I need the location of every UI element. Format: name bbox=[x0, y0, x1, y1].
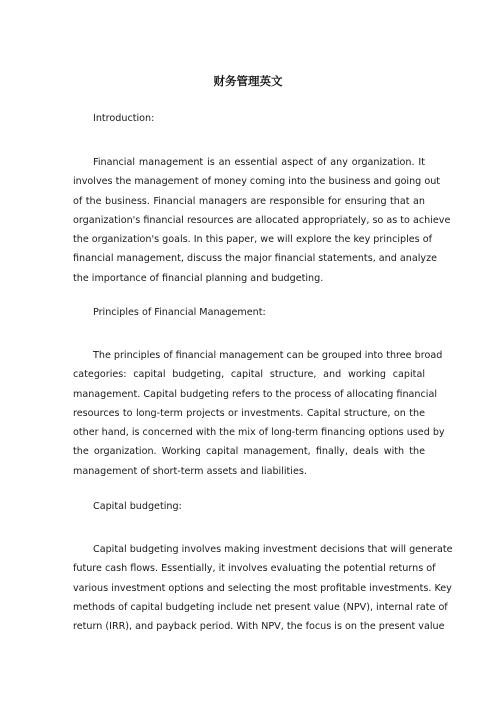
section-heading-introduction: Introduction: bbox=[93, 113, 155, 124]
paragraph-line: Capital budgeting involves making investment decisions that will generate bbox=[93, 544, 453, 555]
paragraph-line: involves the management of money coming into the business and going out bbox=[73, 176, 441, 188]
document-title: 财务管理英文 bbox=[213, 74, 283, 88]
section-paragraph-capital-budgeting bbox=[73, 540, 453, 636]
paragraph-line: other hand, is concerned with the mix of long-term financing options used by bbox=[73, 427, 445, 439]
paragraph-line: methods of capital budgeting include net present value (NPV), internal rate of bbox=[73, 601, 448, 613]
paragraph-line: resources to long-term projects or investments. Capital structure, on the bbox=[73, 407, 425, 419]
paragraph-line: financial management, discuss the major financial statements, and analyze bbox=[73, 253, 438, 265]
paragraph-line: categories: capital budgeting, capital structure, and working capital bbox=[73, 369, 425, 381]
paragraph-line: the organization. Working capital management, finally, deals with the bbox=[73, 446, 425, 458]
paragraph-line: management. Capital budgeting refers to the process of allocating financial bbox=[73, 388, 437, 400]
section-heading-principles: Principles of Financial Management: bbox=[93, 307, 266, 318]
paragraph-line: various investment options and selecting the most profitable investments. Key bbox=[73, 582, 452, 594]
paragraph-line: of the business. Financial managers are responsible for ensuring that an bbox=[73, 195, 425, 207]
section-paragraph-introduction bbox=[73, 153, 451, 288]
paragraph-line: The principles of financial management can be grouped into three broad bbox=[93, 350, 443, 361]
paragraph-line: Financial management is an essential aspect of any organization. It bbox=[93, 157, 425, 168]
section-heading-capital-budgeting: Capital budgeting: bbox=[93, 501, 182, 512]
section-paragraph-principles bbox=[73, 346, 445, 481]
paragraph-line: return (IRR), and payback period. With NPV, the focus is on the present value bbox=[73, 621, 445, 633]
paragraph-line: management of short-term assets and liabilities. bbox=[73, 465, 307, 477]
paragraph-line: organization's financial resources are allocated appropriately, so as to achieve bbox=[73, 214, 451, 226]
paragraph-line: the importance of financial planning and budgeting. bbox=[73, 272, 324, 284]
paragraph-line: future cash flows. Essentially, it involves evaluating the potential returns of bbox=[73, 563, 436, 575]
paragraph-line: the organization's goals. In this paper, we will explore the key principles of bbox=[73, 234, 432, 246]
